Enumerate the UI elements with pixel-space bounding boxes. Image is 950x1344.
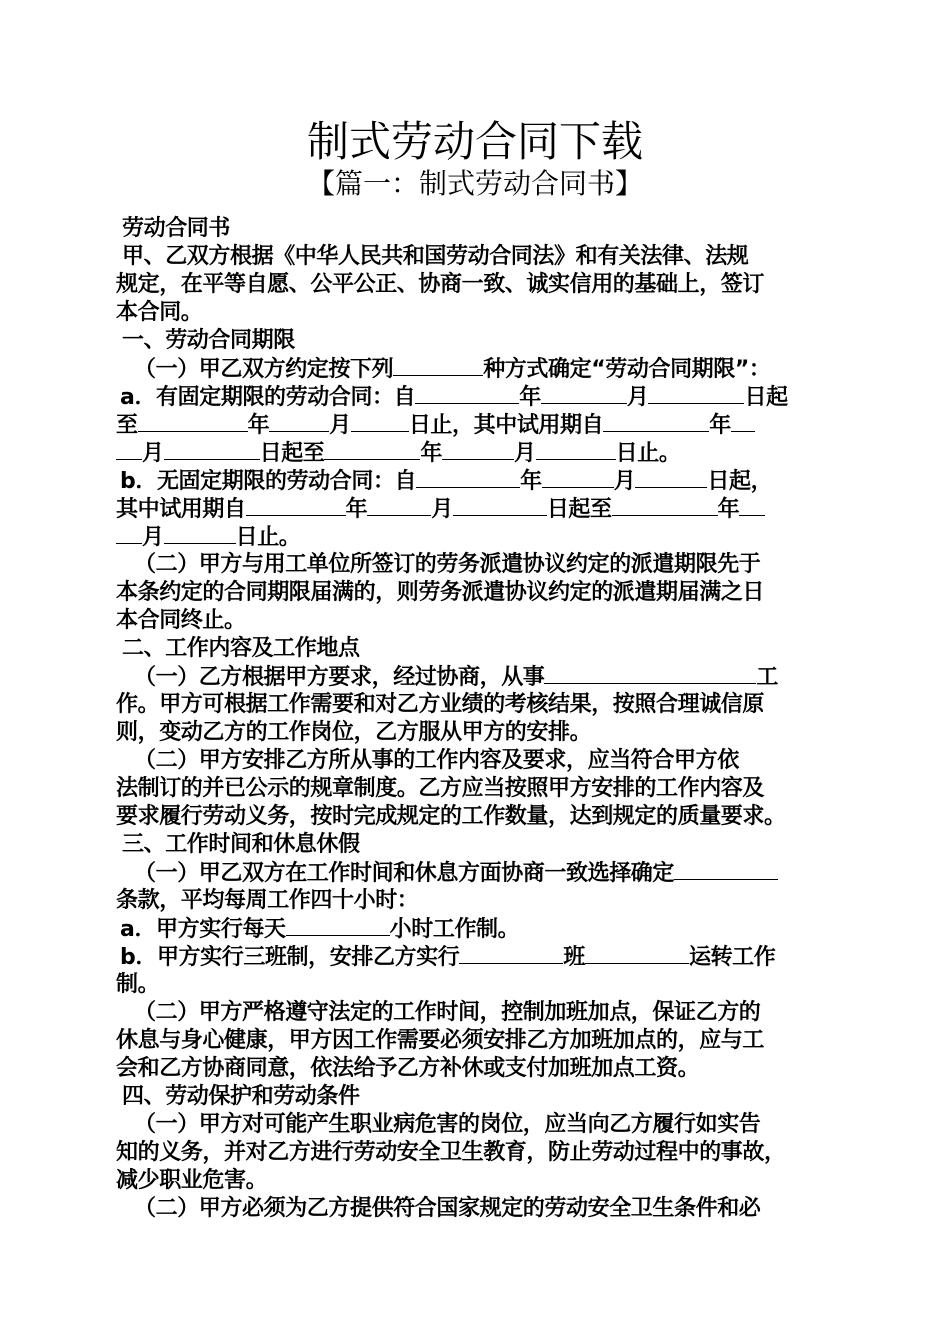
paragraph-line: （二）甲方必须为乙方提供符合国家规定的劳动安全卫生条件和必 (134, 1196, 761, 1221)
paragraph-line: 其中试用期自 年 月 日起至 年 (116, 495, 765, 524)
blank-field[interactable] (674, 859, 778, 880)
section-heading: 四、劳动保护和劳动条件 (122, 1084, 360, 1109)
paragraph-line: 至 年 月 日止，其中试用期自 年 (116, 411, 755, 440)
blank-field[interactable] (246, 495, 346, 516)
section-heading: 三、工作时间和休息休假 (122, 832, 360, 857)
blank-field[interactable] (164, 439, 260, 460)
section-heading: 劳动合同书 (122, 216, 231, 241)
paragraph-line: a．甲方实行每天 小时工作制。 (120, 917, 520, 942)
paragraph-line: 条款，平均每周工作四十小时： (116, 888, 419, 913)
paragraph-line: 作。甲方可根据工作需要和对乙方业绩的考核结果，按照合理诚信原 (116, 692, 765, 717)
paragraph-line: （一）甲乙双方在工作时间和休息方面协商一致选择确定 (134, 859, 778, 888)
blank-field[interactable] (269, 411, 329, 432)
paragraph-line: 减少职业危害。 (116, 1168, 268, 1193)
document-title: 制式劳动合同下载 (306, 117, 643, 166)
blank-field[interactable] (351, 411, 409, 432)
blank-field[interactable] (459, 943, 563, 964)
blank-field[interactable] (542, 467, 614, 488)
blank-field[interactable] (442, 439, 514, 460)
document-subtitle: 【篇一：制式劳动合同书】 (306, 167, 643, 200)
paragraph-line: 会和乙方协商同意，依法给予乙方补休或支付加班加点工资。 (116, 1056, 700, 1081)
blank-field[interactable] (164, 523, 236, 544)
paragraph-line: 知的义务，并对乙方进行劳动安全卫生教育，防止劳动过程中的事故， (116, 1140, 786, 1165)
section-heading: 二、工作内容及工作地点 (122, 636, 360, 661)
blank-field[interactable] (116, 439, 142, 460)
blank-field[interactable] (536, 439, 616, 460)
paragraph-line: （二）甲方严格遵守法定的工作时间，控制加班加点，保证乙方的 (134, 1000, 761, 1025)
paragraph-line: 月 日起至 年 月 日止。 (116, 439, 680, 468)
paragraph-line: 本条约定的合同期限届满的，则劳务派遣协议约定的派遣期届满之日 (116, 580, 765, 605)
blank-field[interactable] (367, 495, 431, 516)
paragraph-line: 法制订的并已公示的规章制度。乙方应当按照甲方安排的工作内容及 (116, 776, 765, 801)
blank-field[interactable] (541, 383, 627, 404)
paragraph-line: a．有固定期限的劳动合同：自 年 月 日起 (120, 385, 788, 410)
paragraph-line: 甲、乙双方根据《中华人民共和国劳动合同法》和有关法律、法规 (122, 244, 749, 269)
paragraph-line: 则，变动乙方的工作岗位，乙方服从甲方的安排。 (116, 720, 592, 745)
paragraph-line: （一）甲乙双方约定按下列 种方式确定“劳动合同期限”： (134, 357, 771, 382)
blank-field[interactable] (648, 383, 744, 404)
paragraph-line: （二）甲方安排乙方所从事的工作内容及要求，应当符合甲方依 (134, 748, 739, 773)
blank-field[interactable] (416, 467, 520, 488)
paragraph-line: 本合同。 (116, 300, 203, 325)
paragraph-line: b．甲方实行三班制，安排乙方实行 班 运转工作 (120, 945, 776, 970)
blank-field[interactable] (393, 355, 483, 376)
blank-field[interactable] (138, 411, 248, 432)
paragraph-line: 休息与身心健康，甲方因工作需要必须安排乙方加班加点的，应与工 (116, 1028, 765, 1053)
blank-field[interactable] (544, 663, 756, 684)
blank-field[interactable] (635, 467, 707, 488)
blank-field[interactable] (585, 943, 689, 964)
paragraph-line: 制。 (116, 972, 160, 997)
blank-field[interactable] (731, 411, 755, 432)
blank-field[interactable] (739, 495, 765, 516)
blank-field[interactable] (324, 439, 420, 460)
blank-field[interactable] (603, 411, 709, 432)
blank-field[interactable] (453, 495, 547, 516)
paragraph-line: （二）甲方与用工单位所签订的劳务派遣协议约定的派遣期限先于 (134, 552, 761, 577)
paragraph-line: （一）甲方对可能产生职业病危害的岗位，应当向乙方履行如实告 (134, 1112, 761, 1137)
paragraph-line: 规定，在平等自愿、公平公正、协商一致、诚实信用的基础上，签订 (116, 272, 765, 297)
section-heading: 一、劳动合同期限 (122, 328, 295, 353)
paragraph-line: 本合同终止。 (116, 608, 246, 633)
paragraph-line: （一）乙方根据甲方要求，经过协商，从事 工 (134, 665, 779, 690)
paragraph-line: 月 日止。 (116, 523, 300, 552)
blank-field[interactable] (286, 915, 390, 936)
blank-field[interactable] (415, 383, 519, 404)
blank-field[interactable] (612, 495, 718, 516)
paragraph-line: b．无固定期限的劳动合同：自 年 月 日起， (120, 469, 773, 494)
blank-field[interactable] (116, 523, 142, 544)
paragraph-line: 要求履行劳动义务，按时完成规定的工作数量，达到规定的质量要求。 (116, 804, 786, 829)
